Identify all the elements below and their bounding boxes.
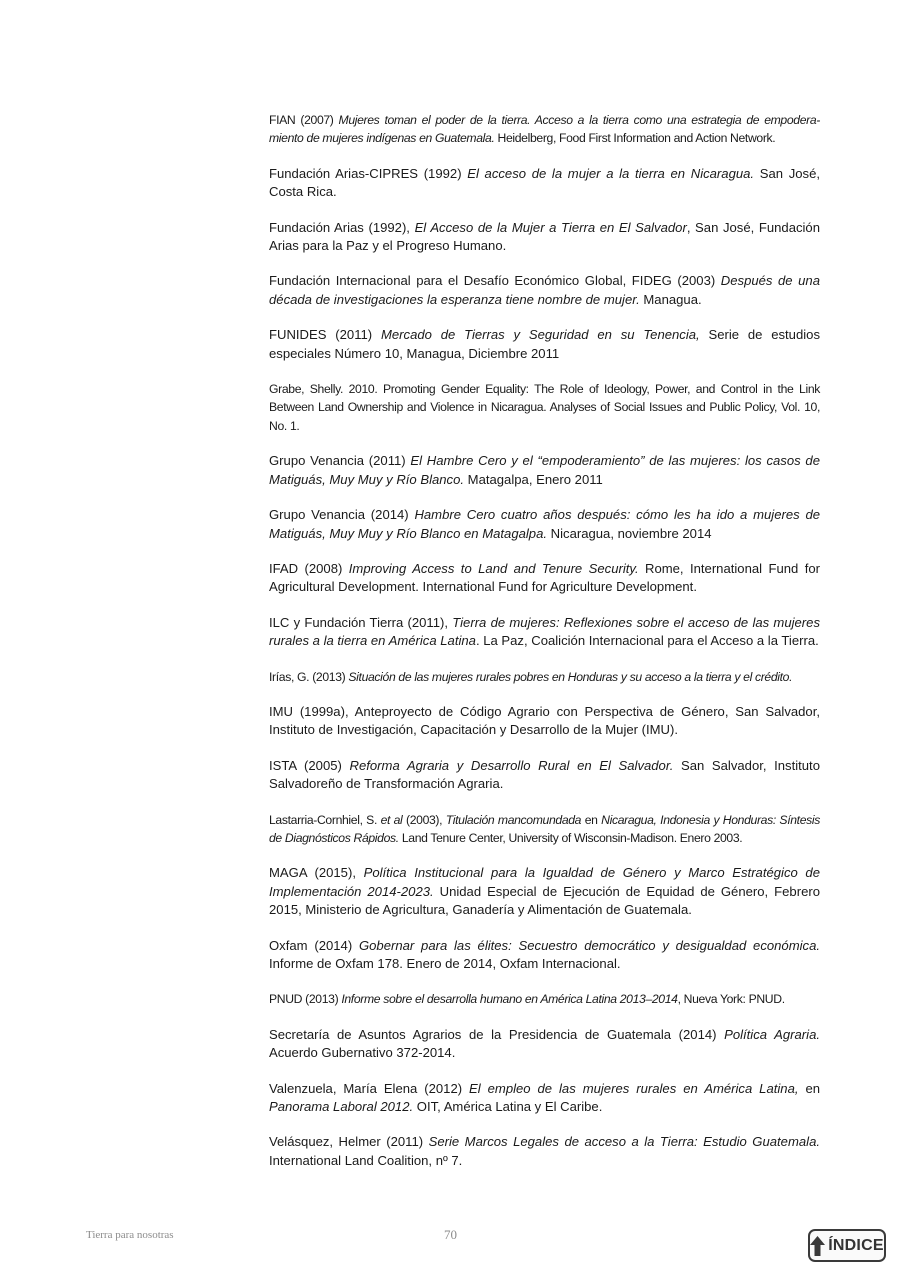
reference-title-text: El empleo de las mujeres rurales en América Latina,	[469, 1080, 799, 1096]
reference-title-text: El Acceso de la Mujer a Tierra en El Salvador	[414, 219, 687, 235]
reference-entry	[269, 326, 820, 363]
reference-text: Serie de estudios especiales Número 10, Managua, Diciembre 2011	[269, 327, 820, 361]
reference-entry	[269, 1080, 820, 1117]
reference-entry	[269, 757, 820, 794]
reference-text: Heidelberg, Food First Information and Action Network.	[494, 131, 776, 146]
reference-entry	[269, 811, 820, 848]
reference-text: . La Paz, Coalición Internacional para el Acceso a la Tierra.	[475, 633, 819, 649]
reference-title-text: Panorama Laboral 2012.	[269, 1099, 414, 1115]
reference-title-text: Mujeres toman el poder de la tierra. Acceso a la tierra como una estrategia de empodera-miento de mujeres indígenas en Guatemala.	[269, 113, 820, 146]
reference-title-text: Hambre Cero cuatro años después: cómo les ha ido a mujeres de Matiguás, Muy Muy y Río Blanco en Matagalpa.	[269, 507, 821, 541]
page-number: 70	[444, 1227, 457, 1242]
reference-entry	[269, 111, 820, 148]
reference-title-text: Reforma Agraria y Desarrollo Rural en El Salvador.	[349, 757, 674, 773]
reference-entry	[269, 165, 820, 202]
reference-text: Fundación Internacional para el Desafío Económico Global, FIDEG (2003)	[269, 273, 721, 289]
reference-title-text: Serie Marcos Legales de acceso a la Tierra: Estudio Guatemala.	[428, 1134, 820, 1150]
reference-text: , Nueva York: PNUD.	[677, 992, 785, 1007]
reference-entry	[269, 668, 820, 686]
reference-text: Grupo Venancia (2011)	[269, 453, 411, 469]
reference-text: ISTA (2005)	[269, 757, 350, 773]
reference-title-text: Situación de las mujeres rurales pobres en Honduras y su acceso a la tierra y el crédito.	[348, 669, 793, 684]
reference-text: Lastarria-Cornhiel, S.	[269, 812, 381, 827]
reference-text: International Land Coalition, nº 7.	[269, 1152, 463, 1168]
reference-title-text: El acceso de la mujer a la tierra en Nicaragua.	[467, 165, 755, 181]
reference-title-text: Mercado de Tierras y Seguridad en su Tenencia,	[380, 327, 700, 343]
reference-text: Land Tenure Center, University of Wisconsin-Madison. Enero 2003.	[398, 830, 743, 845]
reference-text: San Salvador, Instituto Salvadoreño de Transformación Agraria.	[269, 757, 820, 792]
reference-text: Rome, International Fund for Agricultural Development. International Fund for Agriculture Development.	[269, 560, 820, 595]
reference-text: Velásquez, Helmer (2011)	[269, 1134, 429, 1150]
reference-entry	[269, 614, 820, 651]
reference-text: Managua.	[639, 291, 702, 307]
reference-entry	[269, 506, 820, 543]
reference-text: Acuerdo Gubernativo 372-2014.	[269, 1045, 456, 1061]
reference-text: , San José, Fundación Arias para la Paz y el Progreso Humano.	[269, 219, 820, 254]
reference-entry	[269, 864, 820, 919]
reference-text: FUNIDES (2011)	[269, 327, 381, 343]
reference-text: IMU (1999a), Anteproyecto de Código Agrario con Perspectiva de Género, San Salvador, Instituto de Investigación, Capacitación y Desarrollo de la Mujer (IMU).	[269, 703, 820, 738]
reference-text: Grabe, Shelly. 2010. Promoting Gender Equality: The Role of Ideology, Power, and Control in the Link Between Land Ownership and Violence in Nicaragua. Analyses of Social Issues and Public Policy, Vol. 10, No. 1.	[269, 382, 820, 433]
reference-text: Grupo Venancia (2014)	[269, 507, 415, 523]
reference-text: MAGA (2015),	[269, 865, 364, 881]
footer-book-title: Tierra para nosotras	[86, 1229, 174, 1241]
reference-text: en	[581, 812, 602, 827]
reference-title-text: Gobernar para las élites: Secuestro democrático y desigualdad económica.	[358, 937, 820, 953]
reference-entry	[269, 937, 820, 974]
reference-text: Irías, G. (2013)	[269, 669, 349, 684]
reference-text: Valenzuela, María Elena (2012)	[269, 1080, 470, 1096]
reference-text: en	[798, 1080, 821, 1096]
reference-text: PNUD (2013)	[269, 992, 342, 1007]
reference-title-text: Informe sobre el desarrolla humano en América Latina 2013–2014	[341, 992, 678, 1007]
reference-title-text: et al	[380, 812, 403, 827]
reference-text: Matagalpa, Enero 2011	[464, 471, 603, 487]
reference-text: FIAN (2007)	[269, 113, 339, 127]
reference-entry	[269, 1133, 820, 1170]
reference-text: (2003),	[402, 812, 446, 827]
reference-entry	[269, 219, 820, 256]
reference-entry	[269, 560, 820, 597]
index-button[interactable]	[808, 1229, 886, 1262]
reference-entry	[269, 272, 820, 309]
reference-title-text: Política Institucional para la Igualdad de Género y Marco Estratégico de Implementación 2014-2023.	[269, 865, 820, 899]
reference-text: IFAD (2008)	[269, 560, 349, 576]
reference-text: Unidad Especial de Ejecución de Equidad de Género, Febrero 2015, Ministerio de Agricultura, Ganadería y Alimentación de Guatemala.	[269, 883, 820, 918]
reference-text: San José, Costa Rica.	[269, 165, 820, 200]
reference-title-text: Después de una década de investigaciones la esperanza tiene nombre de mujer.	[269, 273, 820, 307]
reference-text: Oxfam (2014)	[269, 937, 359, 953]
reference-text: Secretaría de Asuntos Agrarios de la Presidencia de Guatemala (2014)	[269, 1026, 725, 1042]
reference-title-text: Nicaragua, Indonesia y Honduras: Síntesis de Diagnósticos Rápidos.	[269, 812, 820, 845]
reference-text: Fundación Arias-CIPRES (1992)	[269, 165, 468, 181]
reference-text: Informe de Oxfam 178. Enero de 2014, Oxfam Internacional.	[269, 956, 621, 971]
reference-entry	[269, 703, 820, 740]
reference-entry	[269, 380, 820, 435]
index-button-label: ÍNDICE	[828, 1236, 884, 1254]
reference-title-text: Política Agraria.	[724, 1026, 820, 1042]
reference-title-text: Tierra de mujeres: Reflexiones sobre el acceso de las mujeres rurales a la tierra en América Latina	[269, 614, 820, 649]
reference-title-text: Improving Access to Land and Tenure Security.	[348, 560, 639, 576]
reference-text: Nicaragua, noviembre 2014	[547, 525, 712, 541]
reference-list	[269, 111, 820, 1187]
reference-title-text: El Hambre Cero y el “empoderamiento” de las mujeres: los casos de Matiguás, Muy Muy y Río Blanco.	[269, 453, 820, 487]
reference-text: OIT, América Latina y El Caribe.	[413, 1099, 603, 1115]
reference-text: Fundación Arias (1992),	[269, 219, 415, 235]
reference-entry	[269, 452, 820, 489]
reference-text: ILC y Fundación Tierra (2011),	[269, 614, 453, 630]
reference-entry	[269, 990, 820, 1008]
reference-title-text: Titulación mancomundada	[445, 812, 582, 827]
reference-entry	[269, 1026, 820, 1063]
arrow-up-icon	[810, 1236, 825, 1256]
